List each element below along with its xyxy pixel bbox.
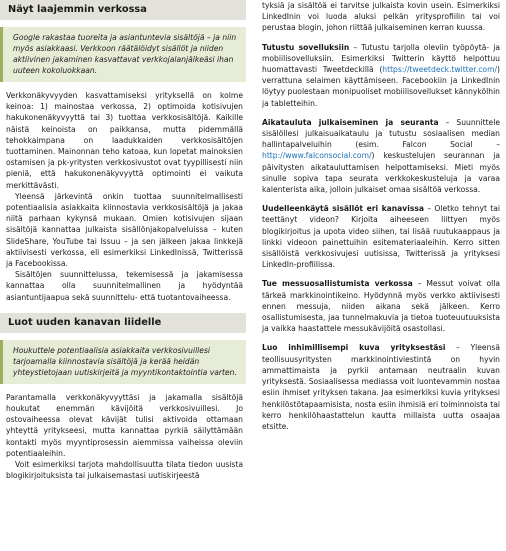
left-column — [0, 0, 246, 481]
lead-callout: Google rakastaa tuoreita ja asiantuntevia sisältöjä – ja niin myös asiakkaasi. Verkkoon räätälöidyt sisällöt ja niiden aktiivinen jakaminen kasvattavat verkkojalanjälkeäsi ihan uuteen kokoluokkaan. — [0, 27, 246, 82]
falconsocial-link[interactable]: http://www.falconsocial.com/ — [262, 151, 372, 161]
paragraph: Verkkonäkyvyyden kasvattamiseksi yrityksellä on kolme keinoa: 1) mainostaa verkossa, 2) optimoida kotisivujen hakukonenäkyvyyttä tai 3) tuottaa verkkosisältöjä. Kaikille näistä keinoista on paikkansa, mutta pidemmällä tehokkaimpana on laadukkaiden verkkosisältöjen tuottaminen. Mainonnan teho katoaa, kun lopetat mainoksien ostamisen ja pk-yritysten verkkosivustot ovat tyypillisesti niin pieniä, että hakukonenäkyvyyttä optimointi ei vaikuta merkittävästi. — [6, 91, 243, 190]
tip-heading: Aikatauluta julkaiseminen ja seuranta — [262, 117, 439, 127]
paragraph: Sisältöjen suunnittelussa, tekemisessä ja jakamisessa kannattaa olla suunnitelmallinen ja hyödyntää asiantuntijaapua sekä suunnittelu- että tuotantovaiheessa. — [6, 270, 243, 302]
tip-paragraph — [262, 42, 500, 109]
section-body — [258, 0, 506, 432]
tip-text: – Suunnittele sisälöllesi julkaisuaikataulu ja tutustu sosiaalisen median hallintapalveluihin (esim. Falcon Social – — [262, 117, 500, 150]
tip-heading: Luo inhimillisempi kuva yrityksestäsi — [262, 343, 446, 353]
lead-callout: Houkuttele potentiaalisia asiakkaita verkkosivuillesi tarjoamalla kiinnostavia sisältöjä ja kerää heidän yhteystietojaan uutiskirjeitä ja myyntikontaktointia varten. — [0, 340, 246, 384]
tip-heading: Tue messuosallistumista verkossa — [262, 279, 413, 289]
paragraph: tyksiä ja sisältöä ei tarvitse julkaista kovin usein. Esimerkiksi LinkedInin voi luoda aluksi pelkän yritysprofiilin tai voi perustaa blogin, johon riittää julkaiseminen kerran kuussa. — [262, 1, 500, 33]
tip-heading: Uudelleenkäytä sisällöt eri kanavissa — [262, 204, 425, 214]
section-body — [0, 90, 246, 303]
tip-text: – Oletko tehnyt tai teettänyt videon? Kirjoita aiheeseen liittyen myös blogikirjoitus ja upota video siihen, tai lisää ruutukaappaus ja linkki videoon painettuihin esitemateriaaleihin. Kerro sitten sisällöistä verkkosivujesi uutisissa, Twitterissä ja yrityksesi LinkedIn-profiilissa. — [262, 204, 500, 270]
tip-paragraph — [262, 342, 500, 432]
section-heading: Näyt laajemmin verkossa — [0, 0, 246, 20]
tip-text: – Yleensä teollisuusyritysten markkinointiviestintä on hyvin ammattimaista ja pyrkii antamaan neutraalin kuvan yrityksestä. Sosiaalisessa mediassa voit luontevammin nostaa esiin ihmiset yrityksen takana. Jaa esimerkiksi kuvia yrityksesi henkilöstötapaamisista, nosta esiin ihmisiä eri toiminnoista tai kerro henkilöhaastattelun kautta millaista uutta osaajaa etsitte. — [262, 343, 500, 431]
tip-heading: Tutustu sovelluksiin — [262, 42, 350, 52]
section-body — [0, 392, 246, 482]
paragraph: Parantamalla verkkonäkyvyyttäsi ja jakamalla sisältöjä houkutat enemmän kävijöitä verkkosivuillesi. Jo ostovaiheessa olevat kävijät tulisi aktivoida ottamaan yhteyttä yritykseesi, mutta kannattaa pyrkiä säilyttämään kontakti myös myyntiprosessin aiemmissa vaiheissa oleviin potentiaaleihin. — [6, 392, 243, 458]
tip-paragraph — [262, 203, 500, 270]
paragraph: Voit esimerkiksi tarjota mahdollisuutta tilata tiedon uusista blogikirjoituksista tai julkaisemastasi uutiskirjeestä — [6, 460, 243, 481]
tweetdeck-link[interactable]: https://tweetdeck.twitter.com/ — [382, 65, 498, 75]
section-heading: Luot uuden kanavan liidelle — [0, 313, 246, 333]
right-column — [258, 0, 506, 432]
paragraph: Yleensä järkevintä onkin tuottaa suunnitelmallisesti potentiaalisia asiakkaita kiinnostavia verkkosisältöjä ja jakaa niitä parhaan kykynsä mukaan. Omien kotisivujen sijaan sisältöjä kannattaa julkaista sisällönjakopalveluissa – kuten SlideShare, YouTube tai Issuu – ja sen jälkeen jakaa linkkejä aktiivisesti verkossa, eli esimerkiksi LinkedInissä, Twitterissä ja Facebookissa. — [6, 191, 243, 269]
tip-paragraph — [262, 117, 500, 195]
tip-text: – Tutustu tarjolla oleviin työpöytä- ja mobiilisovelluksiin. Esimerkiksi Twitterin käyttö helpottuu huomattavasti Tweetdeckillä ( — [262, 42, 500, 75]
tip-text: – Messut voivat olla tärkeä markkinointikeino. Hyödynnä myös verkko aktiivisesti ennen messuja, niiden aikana sekä jälkeen. Kerro osallistumisesta, jaa tunnelmakuvia ja tietoa tuoteuutuuksista ja vaikka haastattele messukävijöitä osastollasi. — [262, 279, 500, 334]
tip-text: ) keskustelujen seurannan ja päivitysten aikatauluttamisen helpottamiseksi. Mieti myös sinulle sopiva tapa seurata verkkokeskusteluja ja varaa kalenterista aika, jolloin julkaiset omaa sisältöä verkossa. — [262, 151, 500, 195]
tip-text: ) verrattuna selaimen käyttämiseen. Facebookiin ja LinkedInin löytyy puolestaan monipuoliset mobiilisovellukset kännykölhin ja tabletteihin. — [262, 65, 500, 108]
tip-paragraph — [262, 278, 500, 334]
